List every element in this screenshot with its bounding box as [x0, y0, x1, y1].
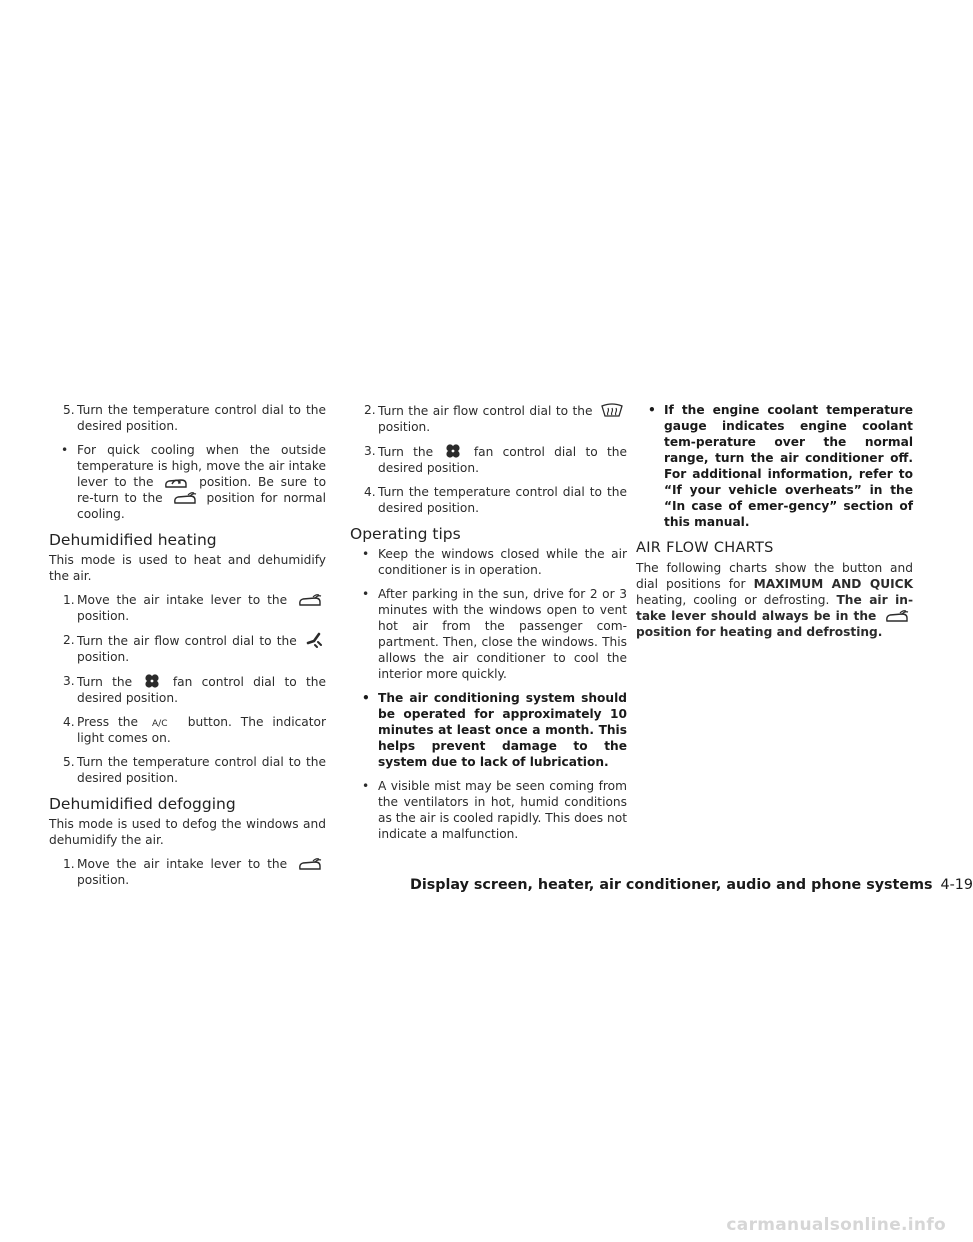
quick-cooling-bullet [49, 442, 326, 522]
column-1 [49, 402, 326, 896]
step-text-after: fan control dial to the desired position. [378, 445, 628, 475]
intro-text-bold-1: MAXIMUM AND QUICK [753, 577, 914, 591]
tip-monthly-operation-warning [350, 690, 627, 770]
page-number: 4-19 [940, 877, 973, 893]
tip-text: A visible mist may be seen coming from the ventilators in hot, humid conditions as the air is cooled rapidly. This does not indicate a malfunction. [378, 779, 627, 841]
tip-after-parking [350, 586, 627, 682]
heating-step-3 [49, 673, 326, 706]
step-number: 2. [63, 633, 75, 647]
step-5-temperature [49, 402, 326, 434]
step-text: Turn the temperature control dial to the desired position. [77, 403, 326, 433]
step-text-after: position. [378, 420, 431, 434]
coolant-temperature-warning [636, 402, 913, 530]
step-number: 4. [63, 715, 75, 729]
intro-text-1: The following charts show the button and dial positions for [636, 561, 913, 591]
step-text: Press the [77, 715, 138, 729]
fan-icon [445, 443, 461, 459]
heating-step-2 [49, 632, 326, 665]
intro-text-bold-2: The air in-take lever should always be in the [636, 593, 913, 623]
heating-step-5 [49, 754, 326, 786]
step-text-after: position. [77, 873, 130, 887]
step-text: Turn the [77, 675, 133, 689]
column-2 [350, 402, 627, 850]
tip-text: The air conditioning system should be operated for approximately 10 minutes at least once a month. This helps prevent damage to the system due to lack of lubrication. [378, 691, 627, 769]
page-footer [410, 877, 973, 893]
step-text-after: fan control dial to the desired position. [77, 675, 327, 705]
step-text: Turn the temperature control dial to the desired position. [378, 485, 627, 515]
air-intake-outside-icon [297, 593, 323, 607]
step-text-after: button. The indicator light comes on. [77, 715, 326, 745]
step-number: 1. [63, 857, 75, 871]
step-number: 2. [364, 403, 376, 417]
step-text: Move the air intake lever to the [77, 857, 288, 871]
air-flow-charts-intro [636, 560, 913, 640]
quick-cooling-text-3: position for normal cooling. [77, 491, 327, 521]
watermark: carmanualsonline.info [726, 1215, 946, 1235]
step-text: Turn the air flow control dial to the [77, 634, 297, 648]
intro-text-bold-3: position for heating and defrosting. [636, 625, 883, 639]
defrost-icon [600, 402, 624, 418]
bullet-marker: • [61, 443, 69, 457]
heading-operating-tips: Operating tips [350, 525, 461, 543]
step-number: 3. [63, 674, 75, 688]
heating-step-4 [49, 714, 326, 746]
bullet-marker: • [362, 547, 370, 561]
air-intake-outside-icon [884, 609, 910, 623]
fan-icon [144, 673, 160, 689]
heading-air-flow-charts: AIR FLOW CHARTS [636, 540, 774, 556]
step-number: 1. [63, 593, 75, 607]
step-text: Turn the air flow control dial to the [378, 404, 593, 418]
step-text-after: position. [77, 650, 130, 664]
step-text: Turn the [378, 445, 434, 459]
defogging-step-2 [350, 402, 627, 435]
defogging-step-3 [350, 443, 627, 476]
heading-dehumidified-defogging: Dehumidified defogging [49, 795, 236, 813]
bullet-marker: • [362, 587, 370, 601]
dehumidified-defogging-intro: This mode is used to defog the windows and dehumidify the air. [49, 817, 326, 847]
step-text: Move the air intake lever to the [77, 593, 288, 607]
foot-air-flow-icon [305, 632, 323, 648]
dehumidified-heating-intro: This mode is used to heat and dehumidify the air. [49, 553, 326, 583]
heading-dehumidified-heating: Dehumidified heating [49, 531, 217, 549]
step-number: 3. [364, 444, 376, 458]
ac-icon [150, 717, 176, 729]
tip-visible-mist [350, 778, 627, 842]
air-intake-recirculation-icon [163, 475, 189, 489]
bullet-marker: • [362, 691, 370, 705]
intro-text-2: heating, cooling or defrosting. [636, 593, 830, 607]
quick-cooling-text-2: position. Be sure to re-turn to the [77, 475, 327, 505]
step-text-after: position. [77, 609, 130, 623]
chapter-title: Display screen, heater, air conditioner, audio and phone systems [410, 877, 933, 893]
step-number: 4. [364, 485, 376, 499]
air-intake-outside-icon [172, 491, 198, 505]
heating-step-1 [49, 592, 326, 624]
tip-text: After parking in the sun, drive for 2 or 3 minutes with the windows open to vent hot air from the passenger com-partment. Then, close the windows. This allows the air conditioner to cool the interior more quickly. [378, 587, 627, 681]
defogging-step-4 [350, 484, 627, 516]
bullet-marker: • [362, 779, 370, 793]
warning-text: If the engine coolant temperature gauge indicates engine coolant tem-perature over the normal range, turn the air conditioner off. For additional information, refer to “If your vehicle overheats” in the “In case of emer-gency” section of this manual. [664, 403, 913, 529]
column-3 [636, 402, 913, 648]
tip-text: Keep the windows closed while the air conditioner is in operation. [378, 547, 627, 577]
svg-text:A/C: A/C [151, 719, 168, 729]
step-number: 5. [63, 403, 75, 417]
air-intake-outside-icon [297, 857, 323, 871]
step-text: Turn the temperature control dial to the desired position. [77, 755, 326, 785]
bullet-marker: • [648, 403, 656, 417]
step-number: 5. [63, 755, 75, 769]
quick-cooling-text-1: For quick cooling when the outside temperature is high, move the air intake lever to the [77, 443, 326, 489]
defogging-step-1 [49, 856, 326, 888]
tip-keep-windows-closed [350, 546, 627, 578]
